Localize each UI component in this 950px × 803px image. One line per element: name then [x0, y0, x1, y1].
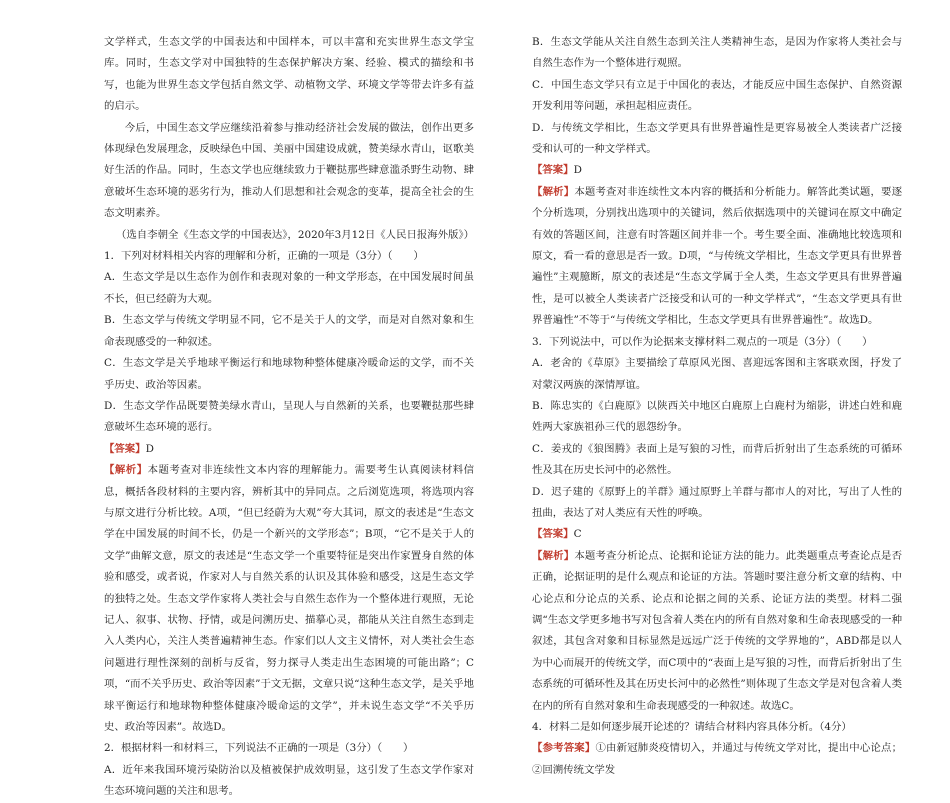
question-2-stem: 2．根据材料一和材料三，下列说法不正确的一项是（3分）（ ） [104, 742, 414, 755]
question-3-option-b: B．陈忠实的《白鹿原》以陕西关中地区白鹿原上白鹿村为缩影，讲述白姓和鹿姓两大家族祖孙三代的恩怨纷争。 [532, 399, 902, 434]
analysis-text: 本题考查对非连续性文本内容的理解能力。需要考生认真阅读材料信息，概括各段材料的主要内容，辨析其中的异同点。之后浏览选项，将选项内容与原文进行分析比较。A项，“但已经蔚为大观”夸大其词，原文的表述是“生态文学在中国发展的时间不长，仍是一个新兴的文学形态”；B项，“它不是关于人的文学”曲解文意，原文的表述是“生态文学一个重要特征是突出作家置身自然的体验和感受，或者说，作家对人与自然关系的认识及其体验和感受，这是生态文学的独特之处。生态文学作家将人类社会与自然生态作为一个整体进行观照，无论记人、叙事、状物、抒情，或是问溯历史、描摹心灵，都能从关注自然生态到走入人类内心，关注人类普遍精神生态。作家们以人文主义情怀，对人类社会生态问题进行理性深刻的剖析与反省，努力探寻人类走出生态困境的可能出路”；C项，“而不关乎历史、政治等因素”于文无据，文章只说“这种生态文学，是关乎地球平衡运行和地球物种整体健康冷暖命运的文学”，并未说生态文学“不关乎历史、政治等因素”。故选D。 [104, 464, 475, 733]
right-column [532, 32, 902, 781]
question-1-analysis [104, 460, 474, 738]
material-source: （选自李朝全《生态文学的中国表达》，2020年3月12日《人民日报海外版》） [116, 228, 474, 241]
analysis-tag: 【解析】 [104, 464, 148, 477]
question-3-option-a: A．老舍的《草原》主要描绘了草原风光图、喜迎远客图和主客联欢图，抒发了对蒙汉两族的深情厚谊。 [532, 357, 902, 391]
answer-tag: 【答案】 [104, 442, 146, 455]
question-2-option-a: A．近年来我国环境污染防治以及植被保护成效明显，这引发了生态文学作家对生态环境问题的关注和思考。 [104, 763, 474, 798]
left-column [104, 32, 474, 803]
question-1-option-c: C．生态文学是关乎地球平衡运行和地球物种整体健康冷暖命运的文学，而不关乎历史、政治等因素。 [104, 357, 474, 391]
question-1-option-b: B．生态文学与传统文学明显不同，它不是关于人的文学，而是对自然对象和生命表现感受的一种叙述。 [104, 314, 474, 348]
material-paragraph: 文学样式，生态文学的中国表达和中国样本，可以丰富和充实世界生态文学宝库。同时，生态文学对中国独特的生态保护解决方案、经验、模式的描绘和书写，也能为世界生态文学包括自然文学、动植物文学、环境文学等带去许多有益的启示。 [104, 36, 474, 113]
question-2-option-d: D．与传统文学相比，生态文学更具有世界普遍性是更容易被全人类读者广泛接受和认可的一种文学样式。 [532, 121, 902, 156]
question-3-answer [532, 524, 902, 545]
question-2-option-b: B．生态文学能从关注自然生态到关注人类精神生态，是因为作家将人类社会与自然生态作为一个整体进行观照。 [532, 36, 902, 70]
question-2-answer [532, 160, 902, 181]
question-2-analysis [532, 182, 902, 332]
question-1-stem: 1．下列对材料相关内容的理解和分析，正确的一项是（3分）（ ） [104, 250, 424, 263]
analysis-text: 本题考查分析论点、论据和论证方法的能力。此类题重点考查论点是否正确，论据证明的是什么观点和论证的方法。答题时要注意分析文章的结构、中心论点和分论点的关系、论点和论据之间的关系、论证方法的类型。材料二强调“生态文学更多地书写对包含着人类在内的所有自然对象和生命表现感受的一种叙述，其包含对象和目标显然是远远广泛于传统的文学界地的”，ABD都是以人为中心而展开的传统文学，而C项中的“表面上是写狼的习性，而背后折射出了生态系统的可循环性及其在历史长河中的必然性”则体现了生态文学是对包含着人类在内的所有自然对象和生命表现感受的一种叙述。故选C。 [532, 549, 903, 712]
reference-answer-text: ①由新冠肺炎疫情切入，并通过与传统文学对比，提出中心论点；②回溯传统文学发 [532, 742, 903, 776]
analysis-tag: 【解析】 [532, 549, 575, 562]
answer-tag: 【答案】 [532, 164, 574, 177]
answer-tag: 【答案】 [532, 528, 574, 541]
question-4-stem: 4．材料二是如何逐步展开论述的？请结合材料内容具体分析。（4分） [532, 721, 852, 733]
question-3-option-c: C．姜戎的《狼图腾》表面上是写狼的习性，而背后折射出了生态系统的可循环性及其在历史长河中的必然性。 [532, 442, 902, 477]
analysis-text: 本题考查对非连续性文本内容的概括和分析能力。解答此类试题，要逐个分析选项，分别找出选项中的关键词，然后依据选项中的关键词在原文中确定有效的答题区间，注意有时答题区间并非一个。考生要全面、准确地比较选项和原文，看一看的意思是否一致。D项，“与传统文学相比，生态文学更具有世界普遍性”主观臆断，原文的表述是“生态文学属于全人类，生态文学更具有世界普遍性，是可以被全人类读者广泛接受和认可的一种文学样式”，“生态文学更具有世界普遍性”不等于“与传统文学相比，生态文学更具有世界普遍性”。故选D。 [532, 185, 903, 327]
question-3-stem: 3．下列说法中，可以作为论据来支撑材料二观点的一项是（3分）（ ） [532, 335, 873, 348]
answer-value: D [573, 164, 582, 177]
analysis-tag: 【解析】 [532, 185, 575, 198]
question-2-option-c: C．中国生态文学只有立足于中国化的表达，才能反应中国生态保护、自然资源开发利用等问题，承担起相应责任。 [532, 78, 902, 113]
question-1-option-a: A．生态文学是以生态作为创作和表现对象的一种文学形态，在中国发展时间虽不长，但已经蔚为大观。 [104, 271, 474, 305]
question-3-option-d: D．迟子建的《原野上的羊群》通过原野上羊群与都市人的对比，写出了人性的扭曲，表达了对人类应有天性的呼唤。 [532, 485, 902, 519]
answer-value: C [573, 528, 582, 541]
answer-value: D [145, 442, 154, 455]
question-4-reference-answer [532, 738, 902, 781]
question-1-answer [104, 439, 474, 460]
material-paragraph: 今后，中国生态文学应继续沿着参与推动经济社会发展的做法，创作出更多体现绿色发展理念，反映绿色中国、美丽中国建设成就，赞美绿水青山，讴歌美好生活的作品。同时，生态文学也应继续致力于鞭挞那些肆意滥杀野生动物、肆意破坏生态环境的恶劣行为，推动人们思想和社会观念的变革，提高全社会的生态文明素养。 [104, 121, 474, 220]
reference-answer-tag: 【参考答案】 [532, 742, 596, 755]
question-1-option-d: D．生态文学作品既要赞美绿水青山，呈现人与自然新的关系，也要鞭挞那些肆意破坏生态环境的恶行。 [104, 399, 474, 434]
question-3-analysis [532, 546, 902, 717]
